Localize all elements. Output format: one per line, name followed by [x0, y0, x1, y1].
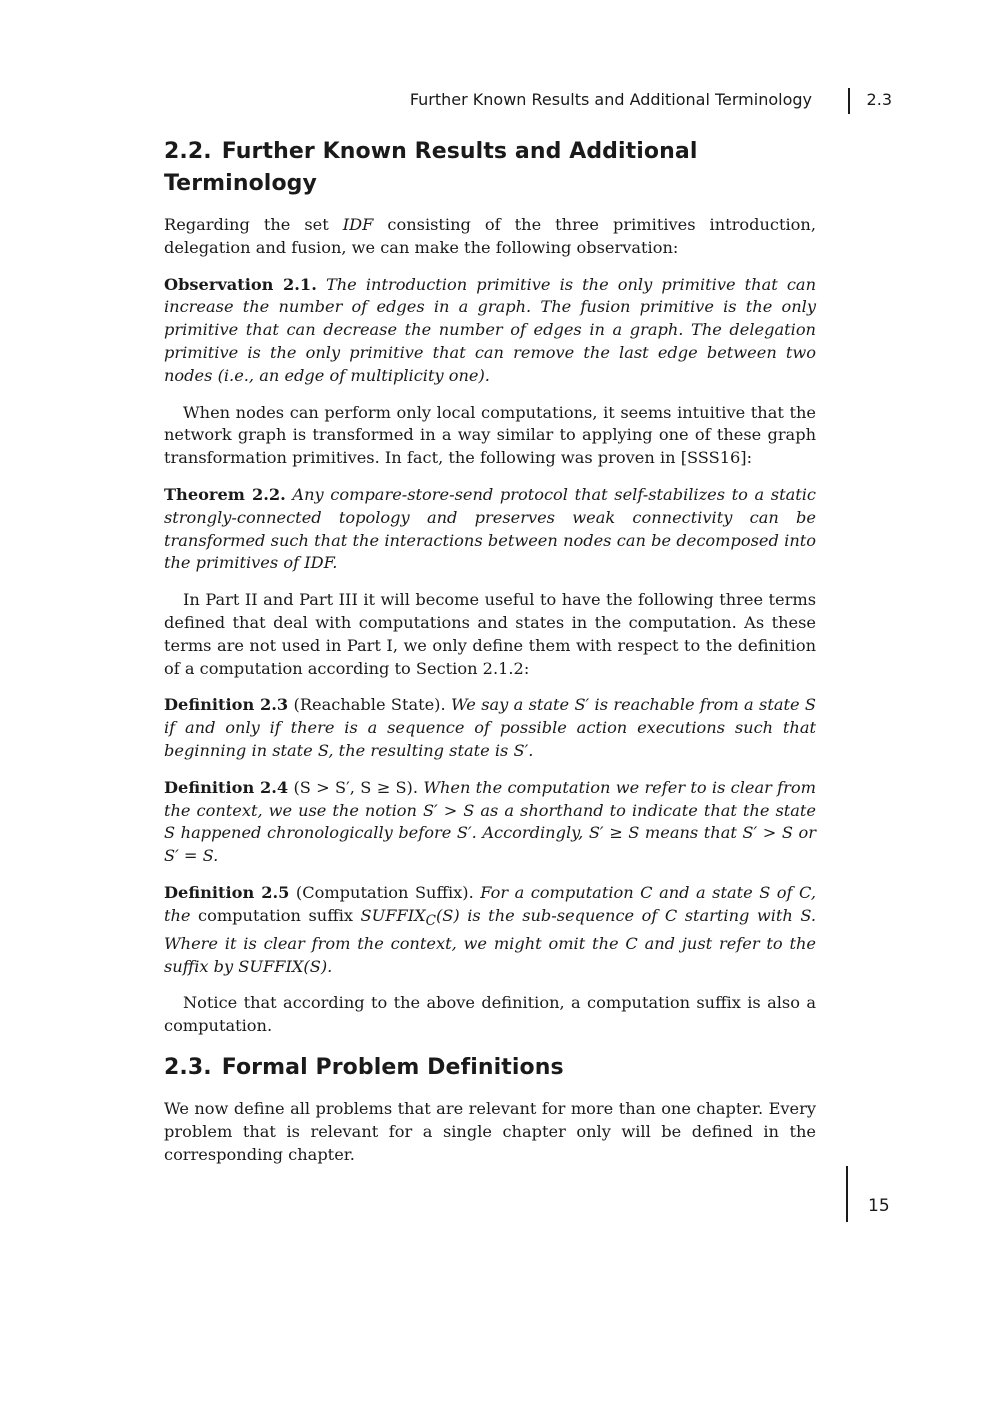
definition-text-b: SUFFIX: [353, 905, 426, 925]
intro-text-end: consisting of the three primitives introduction, delegation and fusion, we can make the following observation:: [164, 215, 816, 257]
definition-text-a: For a computation C and a state S of C, the: [164, 882, 816, 925]
intro-text-start: Regarding the set: [164, 215, 343, 234]
notice-paragraph: Notice that according to the above definition, a computation suffix is also a computation.: [164, 993, 816, 1036]
section-title: Further Known Results and Additional Terminology: [164, 139, 698, 196]
theorem-body: Any compare-store-send protocol that self-stabilizes to a static strongly-connected topology and preserves weak connectivity can be transformed such that the interactions between nodes can be decomposed into the primitives of: [164, 484, 816, 573]
definition-2-4: [164, 777, 816, 868]
observation-label: Observation 2.1.: [164, 274, 317, 294]
definition-label: Definition 2.4: [164, 777, 289, 797]
local-computations-paragraph: When nodes can perform only local computations, it seems intuitive that the network graph is transformed in a way similar to applying one of these graph transformation primitives. In fact, the following was proven in [SSS16]:: [164, 402, 816, 468]
section-number: 2.3.: [164, 1054, 212, 1080]
theorem-label: Theorem 2.2.: [164, 484, 286, 504]
parts-paragraph: In Part II and Part III it will become useful to have the following three terms defined that deal with computations and states in the computation. As these terms are not used in Part I, we only define them with respect to the definition of a computation according to Section 2.1.2:: [164, 590, 816, 678]
definition-2-3: [164, 694, 816, 762]
section-title: Formal Problem Definitions: [221, 1054, 564, 1080]
header-divider: [848, 88, 850, 114]
definition-text-c: (S) is the sub-sequence of C starting with S. Where it is clear from the context, we might omit the C and just refer to the suffix by SUFFIX(S).: [164, 905, 816, 976]
section-heading-2-2: [164, 136, 816, 200]
theorem-idf-symbol: IDF: [304, 553, 333, 573]
section-heading-2-3: [164, 1052, 816, 1084]
definition-2-5: [164, 882, 816, 978]
definition-label: Definition 2.5: [164, 882, 290, 902]
page-footer: [846, 1166, 896, 1222]
theorem-2-2: [164, 484, 816, 575]
running-title: Further Known Results and Additional Terminology: [409, 90, 812, 109]
page-body: [164, 136, 816, 1180]
section-number: 2.2.: [164, 139, 212, 164]
definition-text: We say a state S′ is reachable from a state S if and only if there is a sequence of possible action executions such that beginning in state S, the resulting state is S′.: [164, 695, 816, 760]
defined-term: computation suffix: [198, 905, 354, 925]
definition-note: (Computation Suffix).: [295, 882, 474, 902]
header-section-number: 2.3: [866, 90, 892, 109]
theorem-end: .: [332, 553, 338, 573]
observation-text: The introduction primitive is the only primitive that can increase the number of edges in a graph. The fusion primitive is the only primitive that can decrease the number of edges in a graph. The delegation primitive is the only primitive that can remove the last edge between two nodes (i.e., an edge of multiplicity one).: [164, 274, 816, 385]
intro-paragraph: [164, 214, 816, 260]
problems-paragraph: We now define all problems that are relevant for more than one chapter. Every problem that is relevant for a single chapter only will be defined in the corresponding chapter.: [164, 1098, 816, 1164]
running-header: [160, 86, 892, 118]
observation-2-1: [164, 274, 816, 388]
suffix-subscript: C: [425, 912, 436, 929]
definition-text: When the computation we refer to is clear from the context, we use the notion S′ > S as a shorthand to indicate that the state S happened chronologically before S′. Accordingly, S′ ≥ S means that S′ > S or S′ = S.: [164, 777, 817, 866]
definition-label: Definition 2.3: [164, 695, 289, 715]
page-number: 15: [868, 1196, 890, 1216]
definition-note: (Reachable State).: [293, 695, 446, 715]
idf-symbol: IDF: [342, 215, 374, 234]
definition-note: (S > S′, S ≥ S).: [293, 777, 419, 797]
footer-divider: [846, 1166, 848, 1222]
